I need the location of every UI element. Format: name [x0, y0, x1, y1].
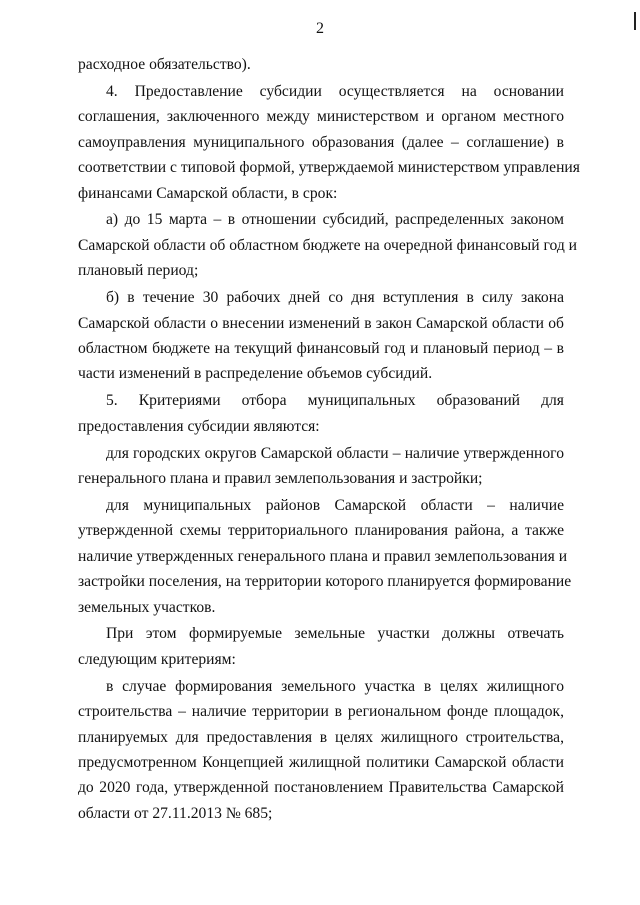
text-line: Самарской области об областном бюджете на очередной финансовый год и: [78, 236, 577, 254]
paragraph-municipal-districts: [78, 493, 572, 620]
text-line: самоуправления муниципального образования (далее – соглашение) в: [78, 133, 564, 151]
text-line: плановый период;: [78, 262, 199, 280]
text-line: застройки поселения, на территории которого планируется формирование: [78, 573, 572, 591]
text-line: части изменений в распределение объемов субсидий.: [78, 365, 433, 383]
text-line: 5. Критериями отбора муниципальных образований для: [106, 392, 564, 410]
text-line: для городских округов Самарской области – наличие утвержденного: [106, 444, 564, 462]
paragraph-criteria-intro: [78, 621, 564, 672]
text-line: предусмотренном Концепцией жилищной политики Самарской области: [78, 753, 564, 771]
paragraph-housing-criterion: [78, 674, 564, 826]
text-line: для муниципальных районов Самарской области – наличие: [106, 496, 564, 514]
text-line: в случае формирования земельного участка в целях жилищного: [106, 677, 564, 695]
text-line: генерального плана и правил землепользования и застройки;: [78, 470, 483, 487]
text-line: 4. Предоставление субсидии осуществляется на основании: [106, 82, 564, 100]
text-line: наличие утвержденных генерального плана и правил землепользования и: [78, 547, 568, 565]
paragraph-item-4b: [78, 285, 564, 387]
text-line: предоставления субсидии являются:: [78, 417, 320, 435]
page-number: 2: [316, 20, 324, 37]
text-line: утвержденной схемы территориального планирования района, а также: [78, 522, 564, 540]
text-line: земельных участков.: [78, 598, 216, 616]
paragraph-item-4a: [78, 207, 577, 283]
text-line: соглашения, заключенного между министерством и органом местного: [78, 108, 564, 126]
text-line: следующим критериям:: [78, 650, 236, 668]
text-line: до 2020 года, утвержденной постановлением Правительства Самарской: [78, 779, 564, 797]
paragraph-item-4: [78, 79, 580, 206]
paragraph-city-districts: [78, 441, 564, 492]
paragraph-continuation: [78, 52, 564, 77]
text-line: Самарской области о внесении изменений в закон Самарской области об: [78, 314, 564, 332]
document-body: [78, 52, 580, 826]
text-line: соответствии с типовой формой, утверждаемой министерством управления: [78, 159, 580, 177]
text-line: строительства – наличие территории в региональном фонде площадок,: [78, 703, 564, 721]
paragraph-item-5: [78, 388, 564, 439]
text-line: б) в течение 30 рабочих дней со дня вступления в силу закона: [106, 289, 564, 307]
text-line: При этом формируемые земельные участки должны отвечать: [106, 625, 564, 643]
text-line: планируемых для предоставления в целях жилищного строительства,: [78, 728, 564, 746]
text-line: финансами Самарской области, в срок:: [78, 184, 338, 202]
text-line: областном бюджете на текущий финансовый год и плановый период – в: [78, 339, 564, 357]
text-line: области от 27.11.2013 № 685;: [78, 804, 273, 822]
text-line: расходное обязательство).: [78, 56, 251, 73]
text-line: а) до 15 марта – в отношении субсидий, распределенных законом: [106, 211, 564, 229]
